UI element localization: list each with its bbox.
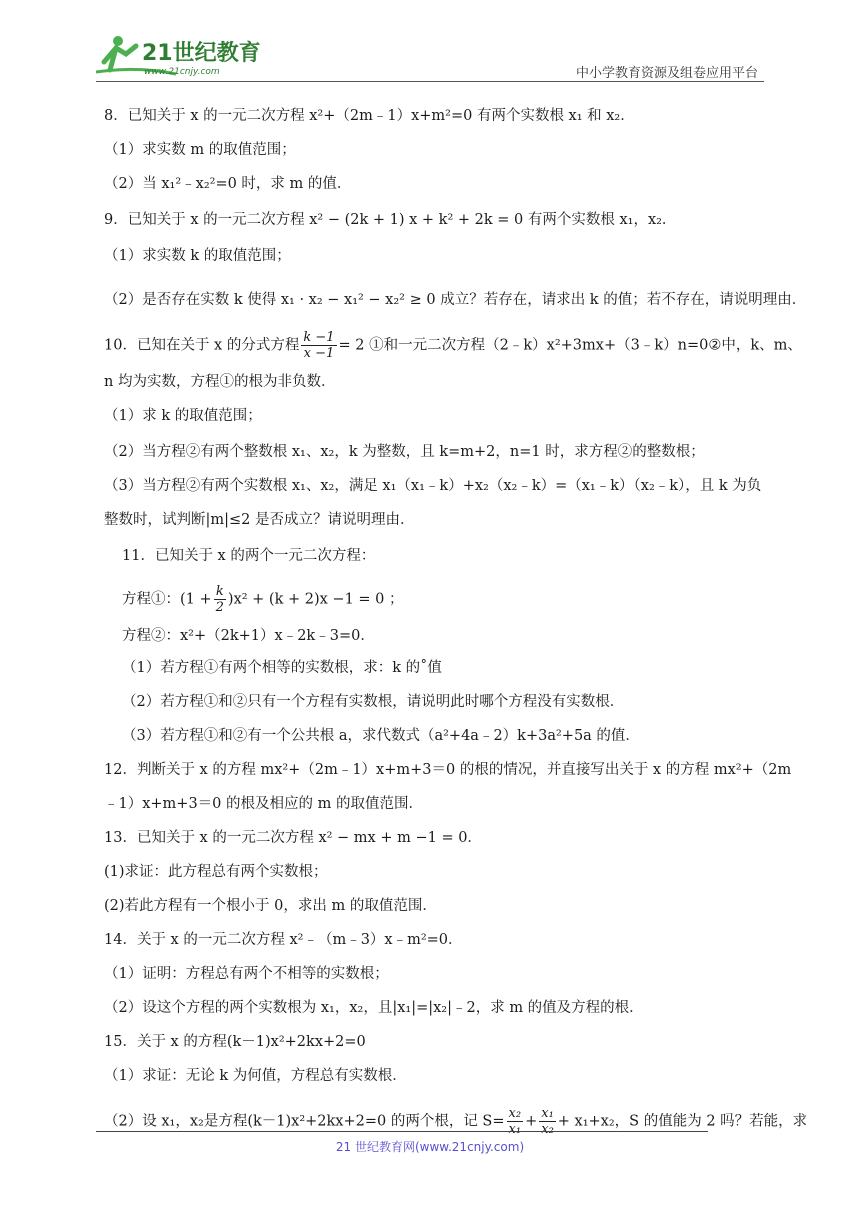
fraction: $\frac{k}{2}$ <box>215 584 224 615</box>
problem-11-stem: 11．已知关于 x 的两个一元二次方程： <box>122 548 376 564</box>
logo <box>96 32 266 78</box>
problem-12-b: ﹣1）x+m+3＝0 的根及相应的 m 的取值范围． <box>104 796 423 812</box>
problem-14-q1: （1）证明：方程总有两个不相等的实数根； <box>104 966 389 982</box>
problem-10-q3b: 整数时，试判断|m|≤2 是否成立？请说明理由． <box>104 512 415 528</box>
problem-10-q3a: （3）当方程②有两个实数根 x₁、x₂，满足 x₁（x₁﹣k）+x₂（x₂﹣k）=（x₁﹣k）（x₂﹣k），且 k 为负 <box>104 478 762 494</box>
problem-8-q2: （2）当 x₁²﹣x₂²=0 时，求 m 的值． <box>104 176 352 192</box>
problem-10-stem2: n 均为实数，方程①的根为非负数． <box>104 374 336 390</box>
problem-8-stem: 8．已知关于 x 的一元二次方程 x²+（2m﹣1）x+m²=0 有两个实数根 x₁ 和 x₂． <box>104 108 635 124</box>
problem-14-stem: 14．关于 x 的一元二次方程 x²﹣（m﹣3）x﹣m²=0． <box>104 932 463 948</box>
problem-13-stem: 13．已知关于 x 的一元二次方程 x² − mx + m −1 = 0． <box>104 830 482 846</box>
platform-name: 中小学教育资源及组卷应用平台 <box>575 66 758 81</box>
header-divider <box>96 81 764 82</box>
footer-text: 21 世纪教育网(www.21cnjy.com) <box>335 1140 525 1154</box>
problem-11-q2: （2）若方程①和②只有一个方程有实数根，请说明此时哪个方程没有实数根． <box>122 694 625 710</box>
problem-9-q1: （1）求实数 k 的取值范围； <box>104 248 291 264</box>
problem-14-q2: （2）设这个方程的两个实数根为 x₁，x₂，且|x₁|=|x₂|﹣2，求 m 的值及方程的根． <box>104 1000 644 1016</box>
problem-15-q1: （1）求证：无论 k 为何值，方程总有实数根． <box>104 1068 407 1084</box>
problem-9-q2: （2）是否存在实数 k 使得 x₁ · x₂ − x₁² − x₂² ≥ 0 成立？若存在，请求出 k 的值；若不存在，请说明理由． <box>104 292 807 308</box>
problem-11-q3: （3）若方程①和②有一个公共根 a，求代数式（a²+4a﹣2）k+3a²+5a 的值． <box>122 728 640 744</box>
fraction: $\frac{\text{x₁}}{\text{x₂}}$ <box>541 1106 554 1137</box>
page-header <box>96 28 764 80</box>
problem-10-q2: （2）当方程②有两个整数根 x₁、x₂，k 为整数，且 k=m+2，n=1 时，求方程②的整数根； <box>104 444 705 460</box>
problem-13-q1: (1)求证：此方程总有两个实数根； <box>104 864 328 880</box>
problem-10-q1: （1）求 k 的取值范围； <box>104 408 262 424</box>
footer-divider <box>96 1131 708 1132</box>
fraction: $\frac{\text{x₂}}{\text{x₁}}$ <box>508 1106 522 1137</box>
problem-9-stem: 9．已知关于 x 的一元二次方程 x² − (2k + 1) x + k² + 2k = 0 有两个实数根 x₁，x₂． <box>104 212 677 228</box>
fraction: $\frac{k -1}{x -1}$ <box>303 330 335 361</box>
svg-text:www.21cnjy.com: www.21cnjy.com <box>144 67 220 77</box>
problem-13-q2: (2)若此方程有一个根小于 0，求出 m 的取值范围． <box>104 898 437 914</box>
problem-10-stem: 10．已知在关于 x 的分式方程 $\frac{k -1}{x -1}$ = 2 ①和一元二次方程（2﹣k）x²+3mx+（3﹣k）n=0②中，k、m、 <box>104 330 802 361</box>
problem-11-eq2: 方程②：x²+（2k+1）x﹣2k﹣3=0． <box>122 628 375 644</box>
problem-11-eq1: 方程①：(1 + $\frac{k}{2}$ )x² + (k + 2)x −1 = 0 ； <box>122 584 404 615</box>
problem-15-q2: （2）设 x₁，x₂是方程(k－1)x²+2kx+2=0 的两个根，记 S= $\frac{\text{x₂}}{\text{x₁}}$ + $\frac{\text{x₁}}{\text{x₂}}$ + x₁+x₂，S 的值能为 2 吗？若能，求 <box>104 1106 808 1137</box>
problem-11-q1: （1）若方程①有两个相等的实数根，求：k 的˚值 <box>122 660 442 676</box>
svg-text:21世纪教育: 21世纪教育 <box>142 41 261 66</box>
problem-12-a: 12．判断关于 x 的方程 mx²+（2m﹣1）x+m+3＝0 的根的情况，并直接写出关于 x 的方程 mx²+（2m <box>104 762 792 778</box>
problem-8-q1: （1）求实数 m 的取值范围； <box>104 142 296 158</box>
problem-15-stem: 15．关于 x 的方程(k－1)x²+2kx+2=0 <box>104 1034 366 1050</box>
